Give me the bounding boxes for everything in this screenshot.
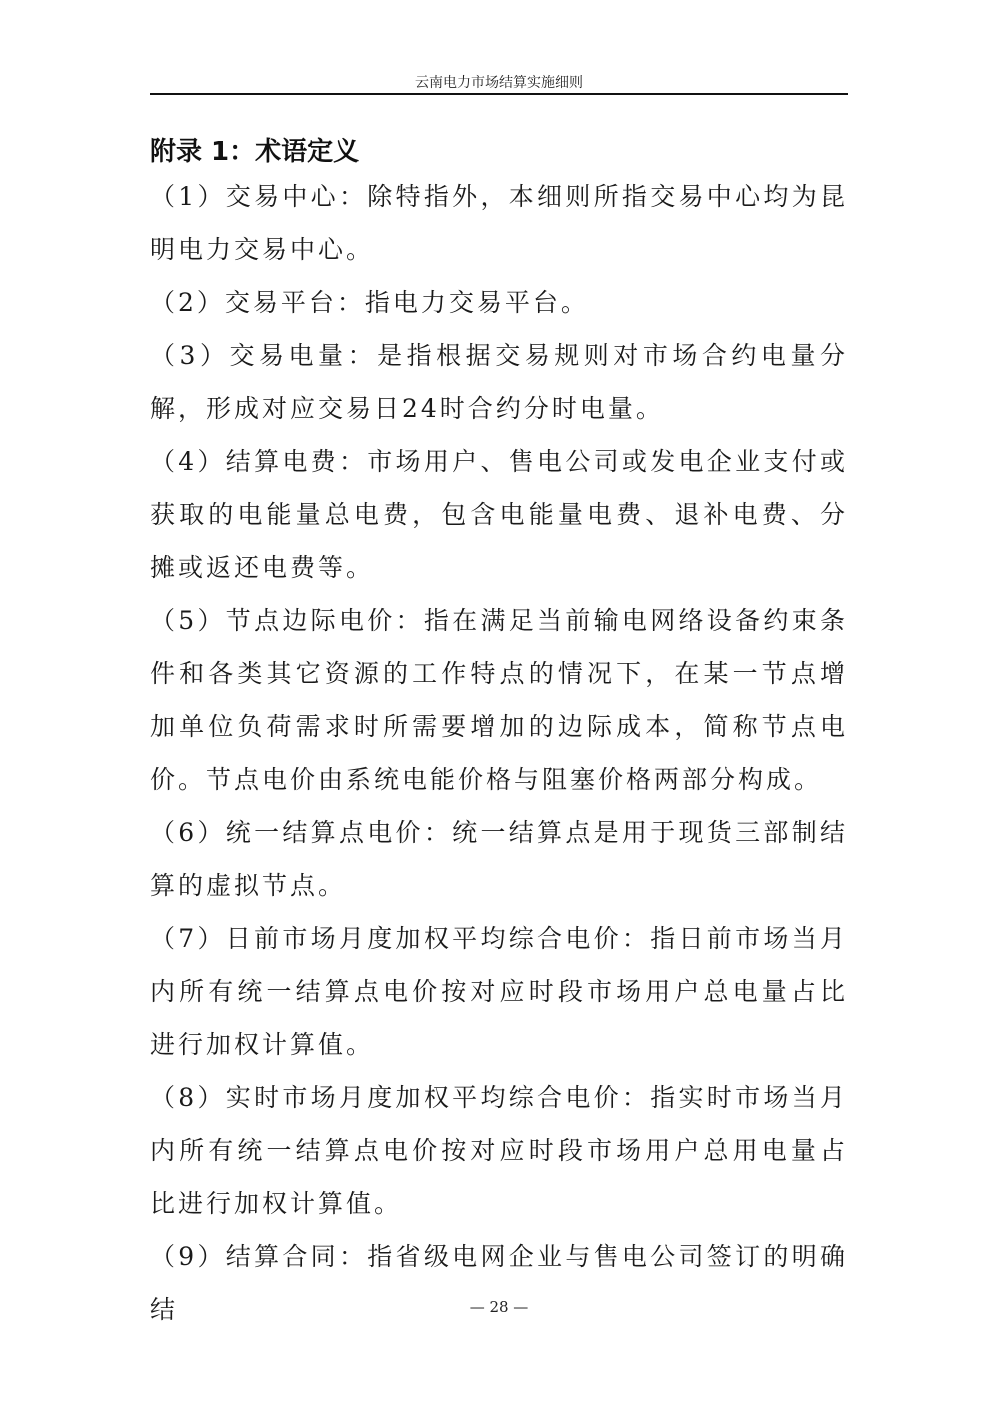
definition-paragraph: （8）实时市场月度加权平均综合电价：指实时市场当月内所有统一结算点电价按对应时段市场用户总用电量占比进行加权计算值。 [150, 1083, 848, 1218]
definitions-body [150, 170, 848, 1336]
definition-paragraph: （4）结算电费：市场用户、售电公司或发电企业支付或获取的电能量总电费，包含电能量电费、退补电费、分摊或返还电费等。 [150, 447, 848, 582]
header-divider [150, 93, 848, 95]
definition-paragraph: （1）交易中心：除特指外，本细则所指交易中心均为昆明电力交易中心。 [150, 182, 848, 264]
running-header: 云南电力市场结算实施细则 [415, 75, 583, 91]
definition-paragraph: （3）交易电量：是指根据交易规则对市场合约电量分解，形成对应交易日24时合约分时电量。 [150, 341, 848, 423]
definition-paragraph: （2）交易平台：指电力交易平台。 [150, 288, 589, 317]
page-number: — 28 — [469, 1298, 529, 1316]
definition-paragraph: （7）日前市场月度加权平均综合电价：指日前市场当月内所有统一结算点电价按对应时段市场用户总电量占比进行加权计算值。 [150, 924, 848, 1059]
definition-paragraph: （6）统一结算点电价：统一结算点是用于现货三部制结算的虚拟节点。 [150, 818, 848, 900]
appendix-title: 附录 1：术语定义 [150, 137, 360, 167]
definition-paragraph: （9）结算合同：指省级电网企业与售电公司签订的明确结 [150, 1242, 848, 1324]
definition-paragraph: （5）节点边际电价：指在满足当前输电网络设备约束条件和各类其它资源的工作特点的情况下，在某一节点增加单位负荷需求时所需要增加的边际成本，简称节点电价。节点电价由系统电能价格与阻塞价格两部分构成。 [150, 606, 848, 794]
